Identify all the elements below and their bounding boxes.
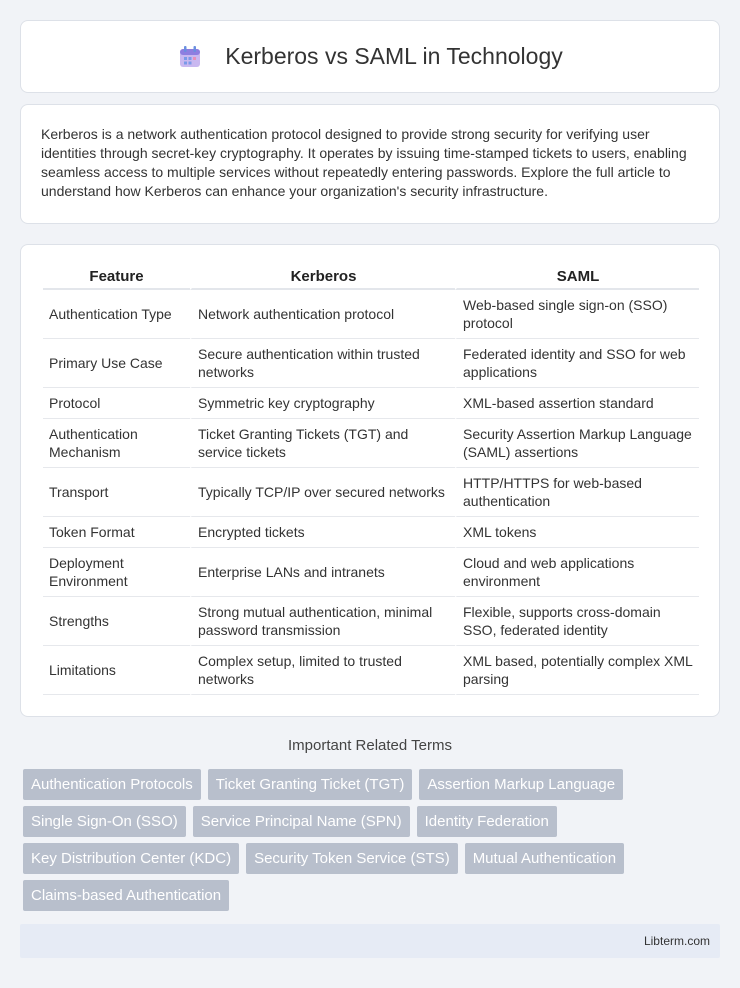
tag-identity-federation[interactable]: Identity Federation bbox=[417, 806, 557, 837]
kerberos-cell: Complex setup, limited to trusted networks bbox=[190, 646, 455, 695]
table-row bbox=[43, 419, 699, 468]
saml-cell: Security Assertion Markup Language (SAML) assertions bbox=[455, 419, 699, 468]
comparison-table bbox=[43, 265, 699, 695]
tag-row bbox=[23, 880, 723, 911]
kerberos-cell: Enterprise LANs and intranets bbox=[190, 548, 455, 597]
table-row bbox=[43, 548, 699, 597]
tag-authentication-protocols[interactable]: Authentication Protocols bbox=[23, 769, 201, 800]
feature-cell: Transport bbox=[43, 468, 190, 517]
table-row bbox=[43, 339, 699, 388]
table-row bbox=[43, 597, 699, 646]
feature-cell: Deployment Environment bbox=[43, 548, 190, 597]
tag-security-token-service[interactable]: Security Token Service (STS) bbox=[246, 843, 458, 874]
tag-key-distribution-center[interactable]: Key Distribution Center (KDC) bbox=[23, 843, 239, 874]
kerberos-cell: Ticket Granting Tickets (TGT) and service tickets bbox=[190, 419, 455, 468]
tag-service-principal-name[interactable]: Service Principal Name (SPN) bbox=[193, 806, 410, 837]
table-row bbox=[43, 517, 699, 548]
saml-cell: Cloud and web applications environment bbox=[455, 548, 699, 597]
page-title: Kerberos vs SAML in Technology bbox=[225, 43, 563, 69]
related-terms-tags bbox=[23, 769, 723, 917]
tag-claims-based-authentication[interactable]: Claims-based Authentication bbox=[23, 880, 229, 911]
header-saml: SAML bbox=[455, 265, 699, 290]
tag-single-sign-on[interactable]: Single Sign-On (SSO) bbox=[23, 806, 186, 837]
tag-row bbox=[23, 769, 723, 800]
intro-card bbox=[20, 104, 720, 224]
tag-ticket-granting-ticket[interactable]: Ticket Granting Ticket (TGT) bbox=[208, 769, 413, 800]
intro-text: Kerberos is a network authentication protocol designed to provide strong security for verifying user identities through secret-key cryptography. It operates by issuing time-stamped tickets to users, enabling seamless access to multiple services without repeatedly entering passwords. Explore the full article to understand how Kerberos can enhance your organization's security infrastructure. bbox=[41, 126, 687, 199]
comparison-table-card bbox=[20, 244, 720, 717]
kerberos-cell: Secure authentication within trusted networks bbox=[190, 339, 455, 388]
tag-mutual-authentication[interactable]: Mutual Authentication bbox=[465, 843, 624, 874]
feature-cell: Primary Use Case bbox=[43, 339, 190, 388]
saml-cell: XML-based assertion standard bbox=[455, 388, 699, 419]
table-row bbox=[43, 646, 699, 695]
title-card bbox=[20, 20, 720, 93]
kerberos-cell: Typically TCP/IP over secured networks bbox=[190, 468, 455, 517]
tag-row bbox=[23, 806, 723, 837]
feature-cell: Token Format bbox=[43, 517, 190, 548]
kerberos-cell: Network authentication protocol bbox=[190, 290, 455, 339]
saml-cell: HTTP/HTTPS for web-based authentication bbox=[455, 468, 699, 517]
header-kerberos: Kerberos bbox=[190, 265, 455, 290]
calendar-icon bbox=[177, 44, 203, 70]
kerberos-cell: Strong mutual authentication, minimal password transmission bbox=[190, 597, 455, 646]
feature-cell: Strengths bbox=[43, 597, 190, 646]
feature-cell: Authentication Type bbox=[43, 290, 190, 339]
kerberos-cell: Symmetric key cryptography bbox=[190, 388, 455, 419]
footer bbox=[20, 924, 720, 958]
saml-cell: Flexible, supports cross-domain SSO, federated identity bbox=[455, 597, 699, 646]
saml-cell: XML based, potentially complex XML parsing bbox=[455, 646, 699, 695]
saml-cell: XML tokens bbox=[455, 517, 699, 548]
feature-cell: Protocol bbox=[43, 388, 190, 419]
tag-assertion-markup-language[interactable]: Assertion Markup Language bbox=[419, 769, 623, 800]
related-terms-title: Important Related Terms bbox=[288, 737, 452, 754]
feature-cell: Authentication Mechanism bbox=[43, 419, 190, 468]
table-row bbox=[43, 388, 699, 419]
table-header-row bbox=[43, 265, 699, 290]
tag-row bbox=[23, 843, 723, 874]
kerberos-cell: Encrypted tickets bbox=[190, 517, 455, 548]
table-row bbox=[43, 290, 699, 339]
saml-cell: Web-based single sign-on (SSO) protocol bbox=[455, 290, 699, 339]
header-feature: Feature bbox=[43, 265, 190, 290]
footer-site-link[interactable]: Libterm.com bbox=[643, 934, 710, 948]
feature-cell: Limitations bbox=[43, 646, 190, 695]
table-row bbox=[43, 468, 699, 517]
saml-cell: Federated identity and SSO for web applications bbox=[455, 339, 699, 388]
